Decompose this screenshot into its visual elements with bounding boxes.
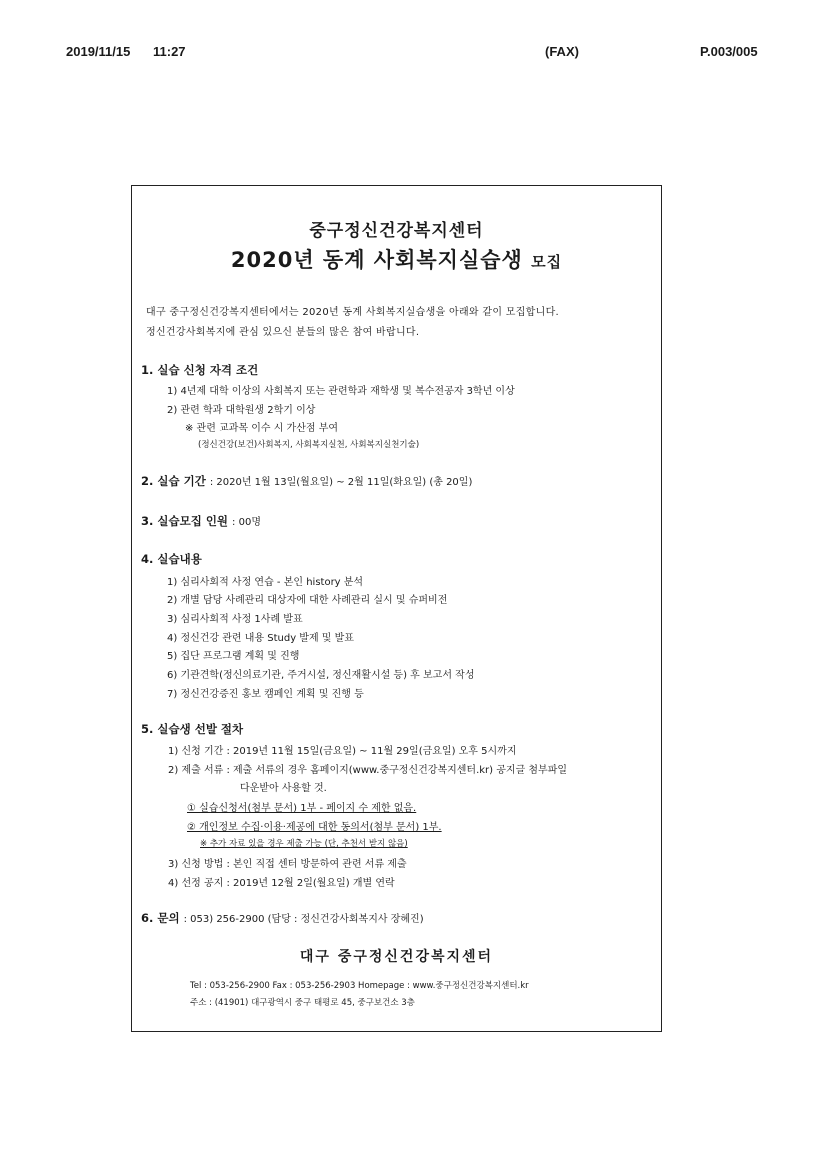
footer-organization-name: 대구 중구정신건강복지센터	[299, 949, 494, 965]
organization-title: 중구정신건강복지센터	[309, 221, 484, 241]
section-6-heading: 6. 문의	[141, 911, 180, 925]
section-1-note: ※ 관련 교과목 이수 시 가산점 부여	[185, 423, 339, 434]
section-4-item-2: 2) 개별 담당 사례관리 대상자에 대한 사례관리 실시 및 슈퍼비전	[167, 595, 448, 606]
footer-contact-line: Tel : 053-256-2900 Fax : 053-256-2903 Homepage : www.중구정신건강복지센터.kr	[190, 981, 529, 991]
intro-line-1: 대구 중구정신건강복지센터에서는 2020년 동계 사회복지실습생을 아래와 같이 모집합니다.	[146, 307, 560, 318]
required-document-2: ② 개인정보 수집·이용·제공에 대한 동의서(첨부 문서) 1부.	[187, 822, 442, 833]
section-4-item-7: 7) 정신건강증진 홍보 캠페인 계획 및 진행 등	[167, 689, 364, 700]
main-title-suffix: 모집	[531, 253, 563, 271]
main-title	[132, 244, 661, 274]
section-6-text: : 053) 256-2900 (담당 : 정신건강사회복지사 장혜진)	[183, 914, 424, 925]
section-1-heading: 1. 실습 신청 자격 조건	[141, 363, 259, 377]
section-6	[141, 910, 424, 926]
fax-page-number: P.003/005	[700, 44, 758, 59]
recruitment-notice	[131, 185, 662, 1032]
required-documents-note: ※ 추가 자료 있을 경우 제출 가능 (단, 추천서 받지 않음)	[200, 839, 408, 849]
section-3	[141, 513, 261, 529]
section-5-item-2-line-2: 다운받아 사용할 것.	[240, 783, 327, 794]
section-2	[141, 473, 472, 489]
section-2-heading: 2. 실습 기간	[141, 474, 206, 488]
section-4-item-4: 4) 정신건강 관련 내용 Study 발제 및 발표	[167, 633, 354, 644]
section-3-heading: 3. 실습모집 인원	[141, 514, 229, 528]
section-1-item-2: 2) 관련 학과 대학원생 2학기 이상	[167, 405, 316, 416]
fax-mode: (FAX)	[545, 44, 579, 59]
section-3-text: : 00명	[232, 517, 261, 528]
section-5-item-1: 1) 신청 기간 : 2019년 11월 15일(금요일) ~ 11월 29일(금요일) 오후 5시까지	[168, 746, 517, 757]
section-1-item-1: 1) 4년제 대학 이상의 사회복지 또는 관련학과 재학생 및 복수전공자 3학년 이상	[167, 386, 515, 397]
fax-header	[0, 44, 827, 64]
section-2-text: : 2020년 1월 13일(월요일) ~ 2월 11일(화요일) (총 20일)	[209, 477, 473, 488]
section-4-item-5: 5) 집단 프로그램 계획 및 진행	[167, 651, 300, 662]
section-5-item-2-line-1: 2) 제출 서류 : 제출 서류의 경우 홈페이지(www.중구정신건강복지센터.kr) 공지글 첨부파일	[168, 765, 568, 776]
footer-address-line: 주소 : (41901) 대구광역시 중구 태평로 45, 중구보건소 3층	[190, 998, 415, 1008]
fax-time: 11:27	[153, 44, 186, 59]
section-4-item-6: 6) 기관견학(정신의료기관, 주거시설, 정신재활시설 등) 후 보고서 작성	[167, 670, 475, 681]
section-5-item-3: 3) 신청 방법 : 본인 직접 센터 방문하여 관련 서류 제출	[168, 859, 407, 870]
required-document-1: ① 실습신청서(첨부 문서) 1부 - 페이지 수 제한 없음.	[187, 803, 417, 814]
section-5-item-4: 4) 선정 공지 : 2019년 12월 2일(월요일) 개별 연락	[168, 878, 395, 889]
section-5-heading: 5. 실습생 선발 절차	[141, 722, 244, 736]
fax-date: 2019/11/15	[66, 44, 131, 59]
intro-line-2: 정신건강사회복지에 관심 있으신 분들의 많은 참여 바랍니다.	[146, 327, 420, 338]
section-4-item-1: 1) 심리사회적 사정 연습 - 본인 history 분석	[167, 577, 364, 588]
section-1-note-detail: (정신건강(보건)사회복지, 사회복지실천, 사회복지실천기술)	[198, 440, 420, 450]
main-title-text: 2020년 동계 사회복지실습생	[230, 248, 523, 272]
section-4-heading: 4. 실습내용	[141, 552, 202, 566]
section-4-item-3: 3) 심리사회적 사정 1사례 발표	[167, 614, 303, 625]
